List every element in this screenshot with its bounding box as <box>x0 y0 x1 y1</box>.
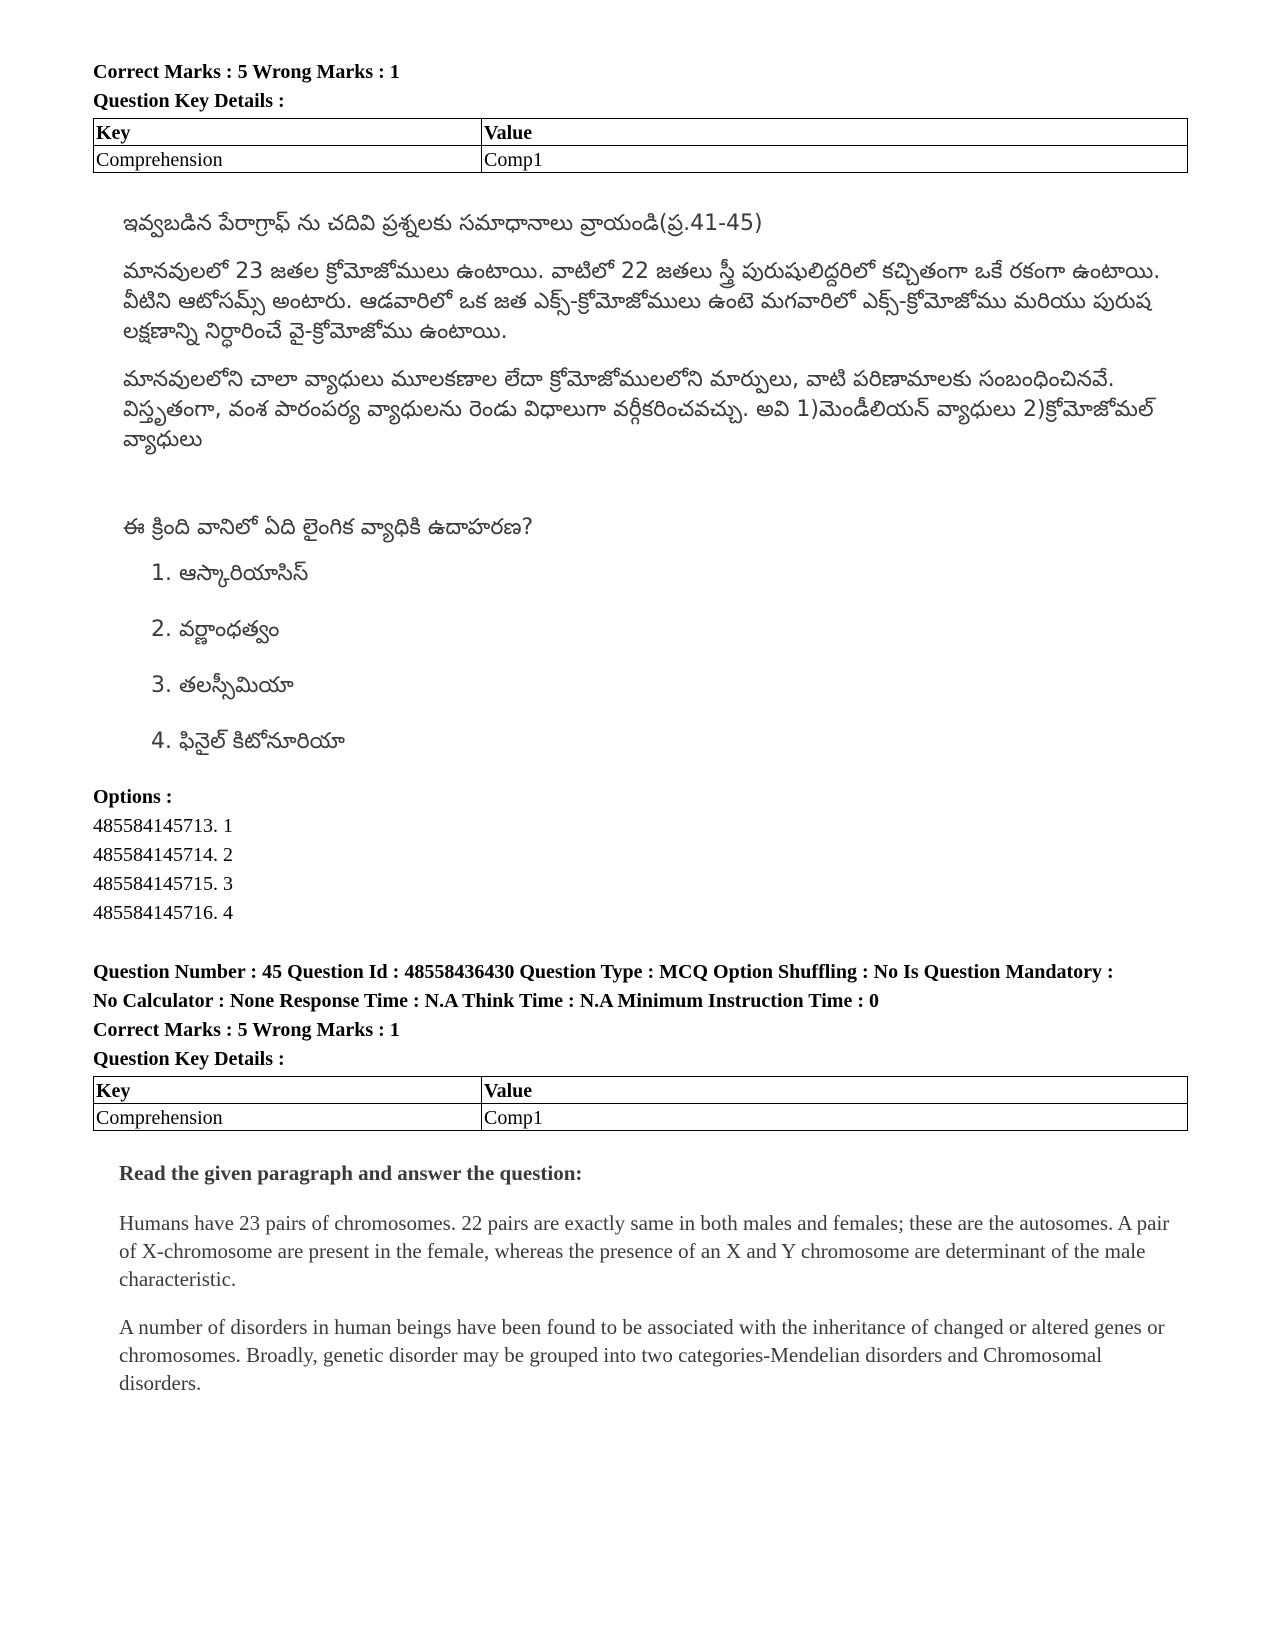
q45-instruction: Read the given paragraph and answer the question: <box>119 1161 583 1185</box>
q45-marks: Correct Marks : 5 Wrong Marks : 1 <box>93 1019 400 1041</box>
table-header-row <box>94 1077 1188 1104</box>
q44-question-text: ఈ క్రింది వానిలో ఏది లైంగిక వ్యాధికి ఉదాహరణ? <box>123 515 534 540</box>
cell-key: Comprehension <box>94 146 482 173</box>
option-item: 485584145714. 2 <box>93 844 233 866</box>
q44-paragraph-2: మానవులలోని చాలా వ్యాధులు మూలకణాల లేదా క్రోమోజోములలోని మార్పులు, వాటి పరిణామాలకు సంబంధించినవే. విస్తృతంగా, వంశ పారంపర్య వ్యాధులను రెండు విధాలుగా వర్గీకరించవచ్చు. అవి 1)మెండీలియన్ వ్యాధులు 2)క్రోమోజోమల్ వ్యాధులు <box>123 367 1154 452</box>
q44-options-label: Options : <box>93 786 173 808</box>
choice-item: 4. ఫినైల్ కిటోనూరియా <box>151 729 345 754</box>
header-value: Value <box>482 1077 1188 1104</box>
q44-paragraph-1: మానవులలో 23 జతల క్రోమోజోములు ఉంటాయి. వాటిలో 22 జతలు స్త్రీ పురుషులిద్దరిలో కచ్చితంగా ఒకే రకంగా ఉంటాయి. వీటిని ఆటోసమ్స్ అంటారు. ఆడవారిలో ఒక జత ఎక్స్-క్రోమోజోములు ఉంటె మగవారిలో ఎక్స్-క్రోమోజోము మరియు పురుష లక్షణాన్ని నిర్ధారించే వై-క్రోమోజోము ఉంటాయి. <box>123 259 1161 344</box>
choice-item: 1. ఆస్కారియాసిస్ <box>151 561 309 586</box>
header-key: Key <box>94 119 482 146</box>
q45-key-details-label: Question Key Details : <box>93 1048 285 1070</box>
option-item: 485584145713. 1 <box>93 815 233 837</box>
q44-key-table <box>93 118 1188 173</box>
q45-paragraph-2: A number of disorders in human beings have been found to be associated with the inheritance of changed or altered genes or chromosomes. Broadly, genetic disorder may be grouped into two categories-Mendelian disorders and Chromosomal disorders. <box>119 1315 1165 1395</box>
q44-instruction: ఇవ్వబడిన పేరాగ్రాఫ్ ను చదివి ప్రశ్నలకు సమాధానాలు వ్రాయండి(ప్ర.41-45) <box>123 211 763 236</box>
q44-choice-list <box>151 559 1188 757</box>
choice-item: 2. వర్ణాంధత్వం <box>151 617 280 642</box>
choice-item: 3. తలస్సీమియా <box>151 673 294 698</box>
q44-marks: Correct Marks : 5 Wrong Marks : 1 <box>93 61 400 83</box>
table-row <box>94 146 1188 173</box>
table-header-row <box>94 119 1188 146</box>
header-value: Value <box>482 119 1188 146</box>
q45-comprehension-image <box>119 1159 1188 1397</box>
table-row <box>94 1104 1188 1131</box>
cell-key: Comprehension <box>94 1104 482 1131</box>
option-item: 485584145715. 3 <box>93 873 233 895</box>
q45-meta-line-1: Question Number : 45 Question Id : 48558436430 Question Type : MCQ Option Shuffling : No Is Question Mandatory : <box>93 961 1114 983</box>
cell-value: Comp1 <box>482 1104 1188 1131</box>
header-key: Key <box>94 1077 482 1104</box>
q45-meta-line-2: No Calculator : None Response Time : N.A Think Time : N.A Minimum Instruction Time : 0 <box>93 990 879 1012</box>
spacer <box>93 928 1188 958</box>
option-item: 485584145716. 4 <box>93 902 233 924</box>
q45-key-table <box>93 1076 1188 1131</box>
cell-value: Comp1 <box>482 146 1188 173</box>
q44-comprehension-image <box>123 209 1188 757</box>
q45-paragraph-1: Humans have 23 pairs of chromosomes. 22 pairs are exactly same in both males and females; these are the autosomes. A pair of X-chromosome are present in the female, whereas the presence of an X and Y chromosome are determinant of the male characteristic. <box>119 1211 1170 1291</box>
document-page <box>93 58 1188 1417</box>
q44-key-details-label: Question Key Details : <box>93 90 285 112</box>
